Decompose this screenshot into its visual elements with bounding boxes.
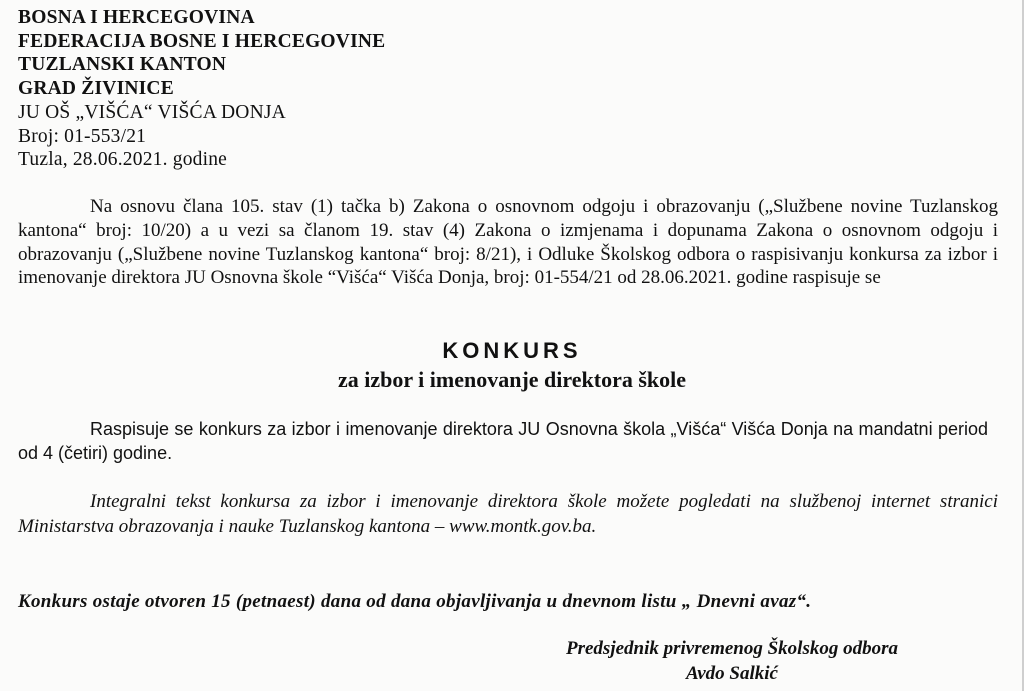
header-city: GRAD ŽIVINICE bbox=[18, 78, 174, 100]
signature-name: Avdo Salkić bbox=[685, 663, 778, 684]
body-paragraph-1 bbox=[18, 418, 988, 466]
body-paragraph-1-text: Raspisuje se konkurs za izbor i imenovanje direktora JU Osnovna škola „Višća“ Višća Donja na mandatni period od 4 (četiri) godine. bbox=[18, 419, 988, 463]
header-school: JU OŠ „VIŠĆA“ VIŠĆA DONJA bbox=[18, 101, 286, 123]
document-subtitle: za izbor i imenovanje direktora škole bbox=[337, 367, 687, 392]
header-canton: TUZLANSKI KANTON bbox=[18, 54, 227, 76]
header-federation: FEDERACIJA BOSNE I HERCEGOVINE bbox=[18, 30, 386, 52]
header-reference-number: Broj: 01-553/21 bbox=[18, 125, 147, 147]
header-date: Tuzla, 28.06.2021. godine bbox=[18, 149, 228, 171]
body-paragraph-2-text: Integralni tekst konkursa za izbor i imenovanje direktora škole možete pogledati na službenoj internet stranici Ministarstva obrazovanja i nauke Tuzlanskog kantona – www.montk.gov.ba. bbox=[18, 491, 998, 537]
closing-paragraph: Konkurs ostaje otvoren 15 (petnaest) dana od dana objavljivanja u dnevnom listu „ Dnevni avaz“. bbox=[18, 591, 812, 612]
intro-paragraph bbox=[18, 195, 998, 290]
body-paragraph-2 bbox=[18, 490, 998, 540]
signature-role: Predsjednik privremenog Školskog odbora bbox=[566, 638, 898, 659]
document-header bbox=[18, 6, 385, 172]
header-country: BOSNA I HERCEGOVINA bbox=[18, 7, 255, 28]
intro-paragraph-text: Na osnovu člana 105. stav (1) tačka b) Zakona o osnovnom odgoju i obrazovanju („Službene novine Tuzlanskog kantona“ broj: 10/20) a u vezi sa članom 19. stav (4) Zakona o izmjenama i dopunama Zakona o osnovnom odgoju i obrazovanju („Službene novine Tuzlanskog kantona“ broj: 8/21), i Odluke Školskog odbora o raspisivanju konkursa za izbor i imenovanje direktora JU Osnovna škole “Višća“ Višća Donja, broj: 01-554/21 od 28.06.2021. godine raspisuje se bbox=[18, 196, 998, 289]
document-title: KONKURS bbox=[442, 338, 582, 363]
